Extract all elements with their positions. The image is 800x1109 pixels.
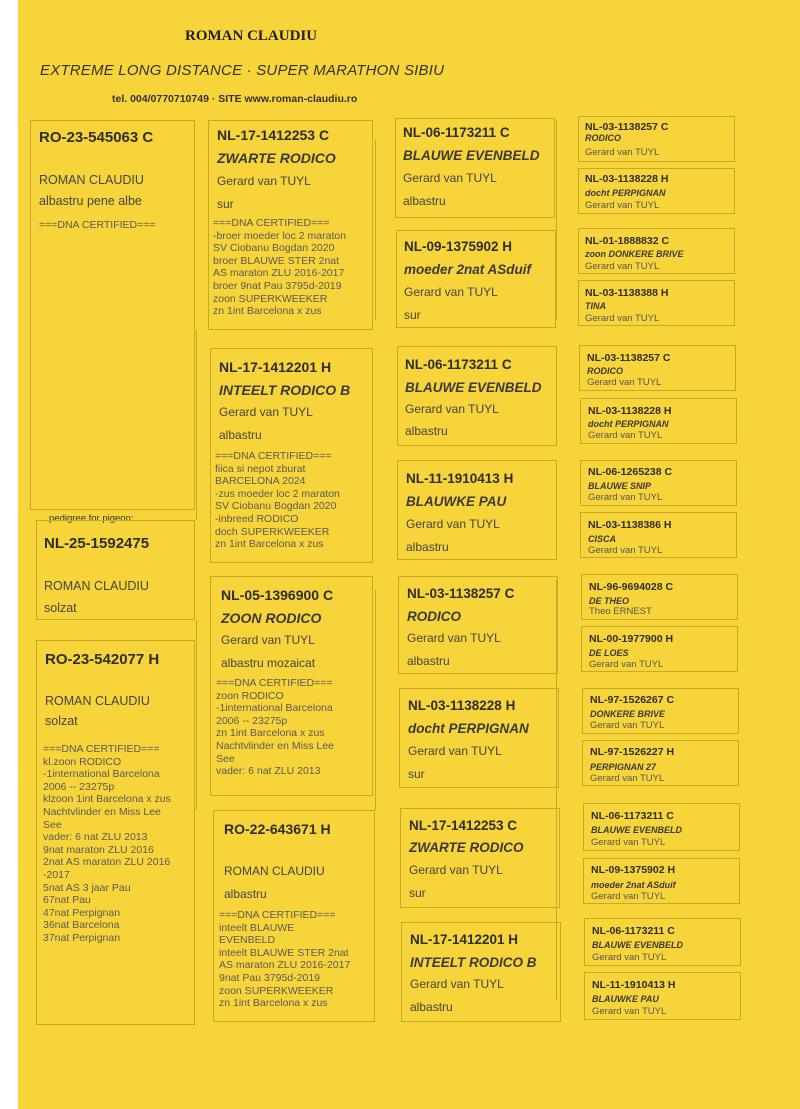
gen2-box-4[interactable] — [213, 810, 375, 1022]
gen4-ring: NL-03-1138228 H — [588, 405, 672, 417]
gen4-name: BLAUWKE PAU — [592, 994, 659, 1004]
gen2-notes: ===DNA CERTIFIED=== zoon RODICO -1international Barcelona 2006 -- 23275p zn 1int Barcelona x zus Nachtvlinder en Miss Lee See vader: 6 nat ZLU 2013 — [216, 677, 334, 778]
gen3-box-7[interactable] — [400, 808, 560, 908]
gen3-box-2[interactable] — [396, 230, 556, 328]
gen4-breeder: Gerard van TUYL — [590, 720, 665, 731]
gen4-breeder: Gerard van TUYL — [588, 492, 663, 503]
subject-box[interactable] — [36, 520, 195, 620]
gen4-box-2[interactable] — [578, 168, 735, 214]
gen4-breeder: Gerard van TUYL — [592, 1006, 667, 1017]
gen4-box-12[interactable] — [582, 740, 739, 786]
gen3-name: docht PERPIGNAN — [408, 721, 529, 736]
dam-box[interactable] — [36, 640, 195, 1025]
gen3-color: sur — [408, 767, 425, 781]
gen3-color: albastru — [405, 424, 448, 438]
gen2-ring: NL-17-1412253 C — [217, 127, 330, 143]
gen2-color: albastru — [224, 887, 267, 901]
gen4-breeder: Gerard van TUYL — [592, 952, 667, 963]
gen3-breeder: Gerard van TUYL — [407, 631, 501, 645]
gen4-name: BLAUWE EVENBELD — [592, 940, 684, 950]
gen3-breeder: Gerard van TUYL — [410, 977, 504, 991]
connector-line — [196, 620, 197, 810]
gen4-name: DE LOES — [589, 648, 629, 658]
gen4-breeder: Gerard van TUYL — [585, 261, 660, 272]
gen4-name: RODICO — [585, 133, 621, 143]
gen4-name: TINA — [585, 301, 606, 311]
gen4-name: PERPIGNAN 27 — [590, 762, 657, 772]
gen3-box-5[interactable] — [398, 576, 558, 674]
gen2-box-2[interactable] — [210, 348, 373, 563]
sire-notes: ===DNA CERTIFIED=== — [39, 219, 156, 231]
gen4-box-9[interactable] — [581, 574, 738, 620]
gen4-ring: NL-01-1888832 C — [585, 235, 670, 247]
gen4-ring: NL-96-9694028 C — [589, 581, 674, 593]
gen4-box-6[interactable] — [580, 398, 737, 444]
gen4-ring: NL-03-1138388 H — [585, 287, 669, 299]
gen4-box-16[interactable] — [584, 972, 741, 1020]
gen2-color: albastru mozaicat — [221, 656, 316, 670]
subject-ring: NL-25-1592475 — [44, 535, 150, 552]
owner-title: ROMAN CLAUDIU — [185, 28, 318, 44]
gen4-ring: NL-03-1138228 H — [585, 173, 669, 185]
gen3-color: albastru — [406, 540, 449, 554]
gen3-color: albastru — [407, 654, 450, 668]
gen4-ring: NL-00-1977900 H — [589, 633, 674, 645]
gen4-box-3[interactable] — [578, 228, 735, 274]
gen2-breeder: ROMAN CLAUDIU — [224, 864, 325, 878]
gen4-box-7[interactable] — [580, 460, 737, 506]
dam-breeder: ROMAN CLAUDIU — [45, 694, 150, 708]
gen4-box-4[interactable] — [578, 280, 735, 326]
gen2-breeder: Gerard van TUYL — [217, 174, 311, 188]
gen4-breeder: Gerard van TUYL — [588, 430, 663, 441]
subject-color: solzat — [44, 601, 77, 615]
gen4-name: CISCA — [588, 534, 617, 544]
gen4-ring: NL-09-1375902 H — [591, 864, 676, 876]
subtitle: EXTREME LONG DISTANCE · SUPER MARATHON SIBIU — [40, 62, 445, 79]
gen4-box-15[interactable] — [584, 918, 741, 966]
gen2-ring: NL-17-1412201 H — [219, 359, 332, 375]
gen4-breeder: Gerard van TUYL — [588, 545, 663, 556]
sire-color: albastru pene albe — [39, 194, 142, 208]
gen4-breeder: Gerard van TUYL — [585, 147, 660, 158]
gen2-notes: ===DNA CERTIFIED=== fiica si nepot zburat BARCELONA 2024 -zus moeder loc 2 maraton SV Ciobanu Bogdan 2020 -inbreed RODICO doch SUPERKWEEKER zn 1int Barcelona x zus — [215, 450, 340, 551]
gen4-name: DONKERE BRIVE — [590, 709, 666, 719]
gen4-ring: NL-97-1526227 H — [590, 746, 675, 758]
sire-box[interactable] — [30, 120, 195, 510]
gen3-name: INTEELT RODICO B — [410, 955, 537, 970]
gen3-box-4[interactable] — [397, 460, 557, 560]
gen2-box-1[interactable] — [208, 120, 373, 330]
gen4-name: docht PERPIGNAN — [588, 419, 669, 429]
gen4-name: moeder 2nat ASduif — [591, 880, 676, 890]
gen4-breeder: Gerard van TUYL — [590, 773, 665, 784]
gen4-breeder: Gerard van TUYL — [589, 659, 664, 670]
gen4-name: docht PERPIGNAN — [585, 188, 666, 198]
gen3-ring: NL-03-1138257 C — [407, 586, 515, 601]
gen3-ring: NL-09-1375902 H — [404, 239, 513, 254]
gen2-name: ZOON RODICO — [221, 610, 322, 626]
contact-line: tel. 004/0770710749 · SITE www.roman-claudiu.ro — [112, 93, 358, 105]
gen2-name: INTEELT RODICO B — [219, 382, 351, 398]
dam-ring: RO-23-542077 H — [45, 651, 160, 668]
gen2-notes: ===DNA CERTIFIED=== inteelt BLAUWE EVENBELD inteelt BLAUWE STER 2nat AS maraton ZLU 2016-2017 9nat Pau 3795d-2019 zoon SUPERKWEEKER zn 1int Barcelona x zus — [219, 909, 351, 1010]
gen4-ring: NL-06-1265238 C — [588, 466, 673, 478]
gen2-color: albastru — [219, 428, 262, 442]
gen2-ring: RO-22-643671 H — [224, 821, 331, 837]
gen3-box-6[interactable] — [399, 688, 559, 788]
gen3-box-1[interactable] — [395, 118, 555, 218]
gen4-box-14[interactable] — [583, 858, 740, 904]
gen3-breeder: Gerard van TUYL — [404, 285, 498, 299]
gen4-breeder: Gerard van TUYL — [585, 200, 660, 211]
gen4-name: zoon DONKERE BRIVE — [585, 249, 684, 259]
gen3-breeder: Gerard van TUYL — [405, 402, 499, 416]
connector-line — [375, 590, 376, 810]
connector-line — [196, 330, 197, 520]
gen3-breeder: Gerard van TUYL — [409, 863, 503, 877]
gen3-color: sur — [409, 886, 426, 900]
gen3-name: BLAUWE EVENBELD — [403, 148, 540, 163]
gen3-name: BLAUWKE PAU — [406, 494, 507, 509]
gen4-ring: NL-06-1173211 C — [591, 810, 674, 822]
gen4-breeder: Gerard van TUYL — [591, 837, 666, 848]
gen4-name: BLAUWE EVENBELD — [591, 825, 683, 835]
gen3-name: ZWARTE RODICO — [409, 840, 524, 855]
gen2-breeder: Gerard van TUYL — [221, 633, 315, 647]
gen3-box-3[interactable] — [397, 346, 557, 446]
gen3-breeder: Gerard van TUYL — [408, 744, 502, 758]
gen2-name: ZWARTE RODICO — [217, 150, 336, 166]
gen4-breeder: Gerard van TUYL — [587, 377, 662, 388]
gen4-box-13[interactable] — [583, 803, 740, 851]
gen3-color: albastru — [403, 194, 446, 208]
gen4-ring: NL-11-1910413 H — [592, 979, 676, 991]
gen4-breeder: Gerard van TUYL — [591, 891, 666, 902]
sire-breeder: ROMAN CLAUDIU — [39, 173, 144, 187]
gen4-ring: NL-03-1138257 C — [587, 352, 671, 364]
gen3-breeder: Gerard van TUYL — [406, 517, 500, 531]
gen4-box-10[interactable] — [581, 626, 738, 672]
gen4-box-8[interactable] — [580, 512, 737, 558]
gen3-color: sur — [404, 308, 421, 322]
dam-notes: ===DNA CERTIFIED=== kl.zoon RODICO -1international Barcelona 2006 -- 23275p klzoon 1int Barcelona x zus Nachtvlinder en Miss Lee See vader: 6 nat ZLU 2013 9nat maraton ZLU 2016 2nat AS maraton ZLU 2016 -2017 5nat AS 3 jaar Pau 67nat Pau 47nat Perpignan 36nat Barcelona 37nat Perpignan — [43, 743, 171, 944]
gen3-name: BLAUWE EVENBELD — [405, 380, 542, 395]
gen3-ring: NL-06-1173211 C — [405, 357, 512, 372]
gen4-ring: NL-97-1526267 C — [590, 694, 675, 706]
gen3-ring: NL-17-1412253 C — [409, 818, 518, 833]
gen3-breeder: Gerard van TUYL — [403, 171, 497, 185]
connector-line — [375, 140, 376, 320]
gen4-name: BLAUWE SNIP — [588, 481, 651, 491]
sire-ring: RO-23-545063 C — [39, 129, 154, 146]
connector-line — [556, 120, 557, 320]
gen3-ring: NL-11-1910413 H — [406, 471, 514, 486]
gen2-breeder: Gerard van TUYL — [219, 405, 313, 419]
gen3-name: RODICO — [407, 609, 461, 624]
dam-color: solzat — [45, 714, 78, 728]
gen4-breeder: Gerard van TUYL — [585, 313, 660, 324]
subject-breeder: ROMAN CLAUDIU — [44, 579, 149, 593]
pedigree-label: pedigree for pigeon: — [46, 513, 137, 524]
gen3-ring: NL-17-1412201 H — [410, 932, 519, 947]
gen4-ring: NL-06-1173211 C — [592, 925, 675, 937]
gen4-name: RODICO — [587, 366, 623, 376]
gen2-color: sur — [217, 197, 234, 211]
gen2-box-3[interactable] — [210, 576, 373, 796]
gen3-color: albastru — [410, 1000, 453, 1014]
gen2-notes: ===DNA CERTIFIED=== -broer moeder loc 2 maraton SV Ciobanu Bogdan 2020 broer BLAUWE STER 2nat AS maraton ZLU 2016-2017 broer 9nat Pau 3795d-2019 zoon SUPERKWEEKER zn 1int Barcelona x zus — [213, 217, 347, 318]
gen4-breeder: Theo ERNEST — [589, 606, 652, 617]
gen3-name: moeder 2nat ASduif — [404, 262, 532, 277]
gen4-box-1[interactable] — [578, 116, 735, 162]
gen2-ring: NL-05-1396900 C — [221, 587, 334, 603]
gen4-ring: NL-03-1138257 C — [585, 121, 669, 133]
gen3-ring: NL-03-1138228 H — [408, 698, 516, 713]
gen4-ring: NL-03-1138386 H — [588, 519, 672, 531]
gen4-box-11[interactable] — [582, 688, 739, 734]
gen4-name: DE THEO — [589, 596, 630, 606]
gen3-ring: NL-06-1173211 C — [403, 125, 510, 140]
gen4-box-5[interactable] — [579, 345, 736, 391]
gen3-box-8[interactable] — [401, 922, 561, 1022]
